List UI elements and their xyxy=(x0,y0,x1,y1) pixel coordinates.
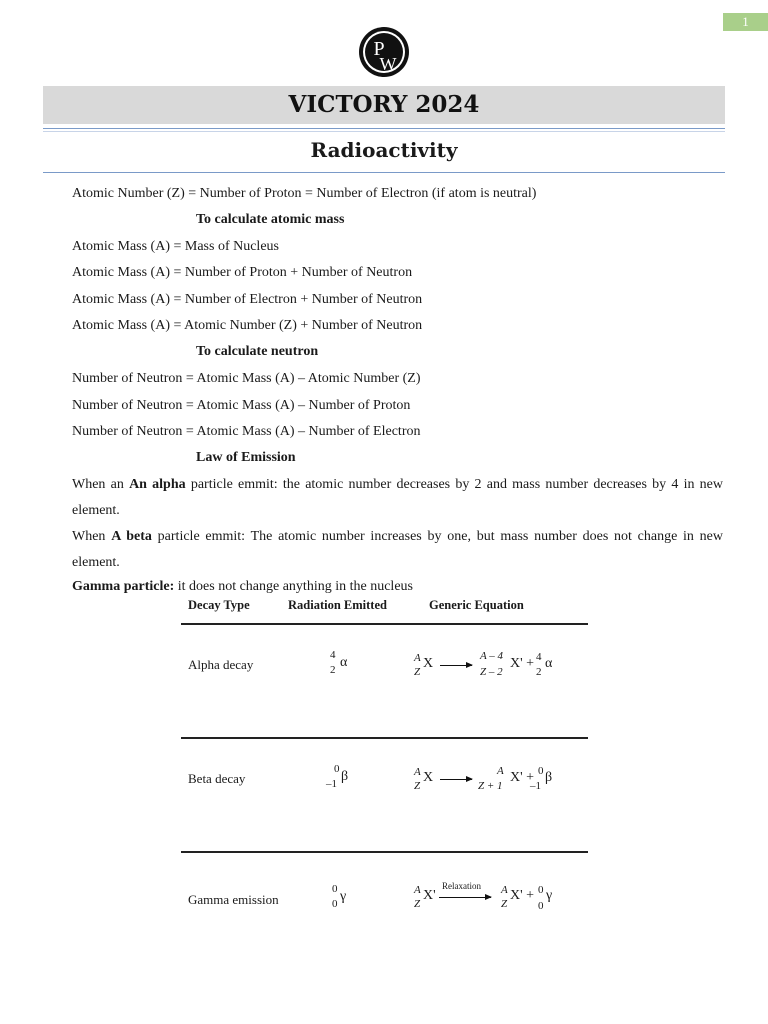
row-gamma-radiation: 0 0 γ xyxy=(332,883,347,910)
logo-letter-w: W xyxy=(379,54,397,74)
divider-bottom xyxy=(43,172,725,173)
pw-logo-icon xyxy=(358,24,410,80)
table-rule-1 xyxy=(181,737,588,739)
text-neutron-1: Number of Neutron = Atomic Mass (A) – Atomic Number (Z) xyxy=(72,371,421,386)
arrow-icon xyxy=(440,779,472,780)
row-alpha-equation: A Z X A – 4 Z – 2 X' + 4 2 α xyxy=(414,650,553,678)
arrow-label: Relaxation xyxy=(442,881,481,891)
title-banner xyxy=(43,86,725,124)
header-decay-type: Decay Type xyxy=(188,598,250,612)
row-alpha-name: Alpha decay xyxy=(188,657,254,672)
paragraph-gamma: Gamma particle: it does not change anything in the nucleus xyxy=(72,579,413,594)
text-neutron-2: Number of Neutron = Atomic Mass (A) – Number of Proton xyxy=(72,398,411,413)
header-radiation-emitted: Radiation Emitted xyxy=(288,598,387,612)
text-mass-1: Atomic Mass (A) = Mass of Nucleus xyxy=(72,239,279,254)
paragraph-beta: When A beta particle emmit: The atomic number increases by one, but mass number does not change in new element. xyxy=(72,529,723,570)
table-rule-2 xyxy=(181,851,588,853)
page-subtitle: Radioactivity xyxy=(310,138,458,162)
heading-neutron: To calculate neutron xyxy=(196,344,319,359)
row-gamma-name: Gamma emission xyxy=(188,892,279,907)
arrow-icon xyxy=(440,665,472,666)
table-rule-header xyxy=(181,623,588,625)
divider-top xyxy=(43,128,725,129)
text-atomic-number: Atomic Number (Z) = Number of Proton = Number of Electron (if atom is neutral) xyxy=(72,186,537,201)
banner-title: VICTORY 2024 xyxy=(288,91,480,118)
page-number: 1 xyxy=(723,13,768,31)
divider-top-secondary xyxy=(43,131,725,132)
text-mass-3: Atomic Mass (A) = Number of Electron + Number of Neutron xyxy=(72,292,423,307)
row-beta-radiation: 0 –1 β xyxy=(326,763,349,790)
heading-law-of-emission: Law of Emission xyxy=(196,450,296,465)
row-beta-equation: A Z X A Z + 1 X' + 0 –1 β xyxy=(414,765,553,792)
text-neutron-3: Number of Neutron = Atomic Mass (A) – Number of Electron xyxy=(72,424,421,439)
text-mass-2: Atomic Mass (A) = Number of Proton + Number of Neutron xyxy=(72,265,413,280)
header-generic-equation: Generic Equation xyxy=(429,598,524,612)
arrow-icon xyxy=(439,897,491,898)
row-alpha-radiation: 4 2 α xyxy=(330,649,348,676)
paragraph-alpha: When an An alpha particle emmit: the atomic number decreases by 2 and mass number decreases by 4 in new element. xyxy=(72,477,723,518)
logo-letter-p: P xyxy=(373,38,385,60)
heading-atomic-mass: To calculate atomic mass xyxy=(196,212,345,227)
text-mass-4: Atomic Mass (A) = Atomic Number (Z) + Number of Neutron xyxy=(72,318,423,333)
row-beta-name: Beta decay xyxy=(188,771,246,786)
row-gamma-equation: A Z X' Relaxation A Z X' + 0 0 γ xyxy=(414,881,553,912)
